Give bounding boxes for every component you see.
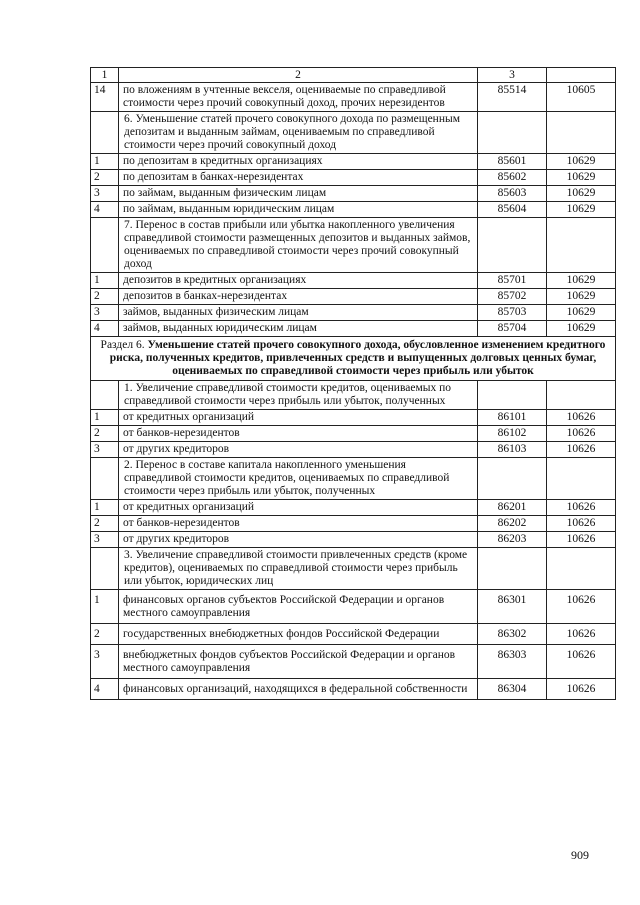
account-code: 86203: [478, 532, 547, 548]
symbol-code: [547, 112, 616, 154]
account-code: 86103: [478, 442, 547, 458]
symbol-code: 10629: [547, 202, 616, 218]
group-heading-row: [91, 112, 616, 154]
row-description: займов, выданных физическим лицам: [119, 305, 478, 321]
header-col-1: 1: [91, 68, 119, 83]
account-code: 86301: [478, 590, 547, 624]
group-title: 7. Перенос в состав прибыли или убытка накопленного увеличения справедливой стоимости размещенных депозитов и выданных займов, оцениваемых по справедливой стоимости через прочий совокупный доход: [119, 218, 478, 273]
account-code: 86202: [478, 516, 547, 532]
accounts-table: [90, 67, 616, 700]
symbol-code: 10626: [547, 532, 616, 548]
table-row: [91, 532, 616, 548]
account-code: [478, 218, 547, 273]
group-heading-row: [91, 548, 616, 590]
row-number: 14: [91, 83, 119, 112]
table-row: [91, 154, 616, 170]
table-row: [91, 273, 616, 289]
table-row: [91, 624, 616, 645]
row-number: 1: [91, 154, 119, 170]
account-code: 86303: [478, 645, 547, 679]
row-description: по вложениям в учтенные векселя, оцениваемые по справедливой стоимости через прочий совокупный доход, прочих нерезидентов: [119, 83, 478, 112]
row-number: [91, 458, 119, 500]
table-row: [91, 500, 616, 516]
row-description: от кредитных организаций: [119, 500, 478, 516]
row-description: внебюджетных фондов субъектов Российской Федерации и органов местного самоуправления: [119, 645, 478, 679]
symbol-code: 10626: [547, 410, 616, 426]
row-description: от других кредиторов: [119, 442, 478, 458]
table-row: [91, 442, 616, 458]
symbol-code: [547, 548, 616, 590]
table-row: [91, 321, 616, 337]
account-code: 85703: [478, 305, 547, 321]
row-number: 3: [91, 645, 119, 679]
table-row: [91, 426, 616, 442]
row-number: 3: [91, 186, 119, 202]
account-code: [478, 381, 547, 410]
row-description: займов, выданных юридическим лицам: [119, 321, 478, 337]
group-heading-row: [91, 458, 616, 500]
section-title: Уменьшение статей прочего совокупного дохода, обусловленное изменением кредитного риска, полученных кредитов, привлеченных средств и выпущенных долговых ценных бумаг, оцениваемых по справедливой стоимости через прибыль или убыток: [109, 339, 606, 377]
row-description: депозитов в банках-нерезидентах: [119, 289, 478, 305]
row-number: 4: [91, 321, 119, 337]
group-heading-row: [91, 381, 616, 410]
row-description: от кредитных организаций: [119, 410, 478, 426]
row-number: 2: [91, 289, 119, 305]
account-code: 86302: [478, 624, 547, 645]
page-number: 909: [571, 848, 589, 862]
symbol-code: 10626: [547, 500, 616, 516]
row-description: по займам, выданным юридическим лицам: [119, 202, 478, 218]
section-heading-row: [91, 337, 616, 381]
account-code: 85514: [478, 83, 547, 112]
account-code: 85704: [478, 321, 547, 337]
symbol-code: 10626: [547, 442, 616, 458]
row-description: по депозитам в банках-нерезидентах: [119, 170, 478, 186]
symbol-code: 10629: [547, 305, 616, 321]
row-number: 2: [91, 170, 119, 186]
account-code: 86102: [478, 426, 547, 442]
table-row: [91, 289, 616, 305]
symbol-code: 10626: [547, 516, 616, 532]
account-code: [478, 548, 547, 590]
symbol-code: 10626: [547, 426, 616, 442]
account-code: 85601: [478, 154, 547, 170]
account-code: 86101: [478, 410, 547, 426]
account-code: 86304: [478, 679, 547, 700]
row-number: 1: [91, 590, 119, 624]
group-title: 1. Увеличение справедливой стоимости кредитов, оцениваемых по справедливой стоимости через прибыль или убыток, полученных: [119, 381, 478, 410]
row-number: 1: [91, 273, 119, 289]
table-row: [91, 679, 616, 700]
table-row: [91, 590, 616, 624]
header-col-3: 3: [478, 68, 547, 83]
row-description: от банков-нерезидентов: [119, 426, 478, 442]
header-col-2: 2: [119, 68, 478, 83]
row-number: 4: [91, 679, 119, 700]
account-code: [478, 112, 547, 154]
group-title: 2. Перенос в составе капитала накопленного уменьшения справедливой стоимости кредитов, оцениваемых по справедливой стоимости через прибыль или убыток, полученных: [119, 458, 478, 500]
symbol-code: 10629: [547, 154, 616, 170]
symbol-code: 10629: [547, 289, 616, 305]
row-description: от других кредиторов: [119, 532, 478, 548]
group-title: 6. Уменьшение статей прочего совокупного дохода по размещенным депозитам и выданным займам, оцениваемым по справедливой стоимости через прочий совокупный доход: [119, 112, 478, 154]
row-number: 3: [91, 532, 119, 548]
symbol-code: 10626: [547, 679, 616, 700]
table-row: [91, 83, 616, 112]
account-code: 85701: [478, 273, 547, 289]
account-code: 85604: [478, 202, 547, 218]
row-number: 4: [91, 202, 119, 218]
account-code: [478, 458, 547, 500]
group-heading-row: [91, 218, 616, 273]
table-row: [91, 202, 616, 218]
table-row: [91, 186, 616, 202]
row-description: государственных внебюджетных фондов Российской Федерации: [119, 624, 478, 645]
table-row: [91, 305, 616, 321]
row-description: по депозитам в кредитных организациях: [119, 154, 478, 170]
row-number: 2: [91, 516, 119, 532]
row-description: по займам, выданным физическим лицам: [119, 186, 478, 202]
account-code: 85603: [478, 186, 547, 202]
row-number: 2: [91, 426, 119, 442]
header-col-4: [547, 68, 616, 83]
row-number: 3: [91, 442, 119, 458]
row-number: 1: [91, 500, 119, 516]
row-number: 2: [91, 624, 119, 645]
row-number: [91, 548, 119, 590]
symbol-code: [547, 218, 616, 273]
account-code: 86201: [478, 500, 547, 516]
symbol-code: 10629: [547, 273, 616, 289]
symbol-code: 10626: [547, 590, 616, 624]
symbol-code: [547, 381, 616, 410]
symbol-code: 10626: [547, 645, 616, 679]
row-description: финансовых органов субъектов Российской Федерации и органов местного самоуправления: [119, 590, 478, 624]
section-label: Раздел 6.: [100, 339, 145, 351]
row-number: [91, 381, 119, 410]
row-description: от банков-нерезидентов: [119, 516, 478, 532]
row-number: 3: [91, 305, 119, 321]
account-code: 85702: [478, 289, 547, 305]
symbol-code: 10629: [547, 321, 616, 337]
table-row: [91, 645, 616, 679]
symbol-code: 10605: [547, 83, 616, 112]
group-title: 3. Увеличение справедливой стоимости привлеченных средств (кроме кредитов), оцениваемых по справедливой стоимости через прибыль или убыток, юридических лиц: [119, 548, 478, 590]
row-number: [91, 218, 119, 273]
account-code: 85602: [478, 170, 547, 186]
row-description: финансовых организаций, находящихся в федеральной собственности: [119, 679, 478, 700]
row-number: 1: [91, 410, 119, 426]
symbol-code: 10629: [547, 186, 616, 202]
table-header-row: [91, 68, 616, 83]
table-row: [91, 516, 616, 532]
symbol-code: 10626: [547, 624, 616, 645]
table-row: [91, 410, 616, 426]
symbol-code: 10629: [547, 170, 616, 186]
row-description: депозитов в кредитных организациях: [119, 273, 478, 289]
table-row: [91, 170, 616, 186]
row-number: [91, 112, 119, 154]
symbol-code: [547, 458, 616, 500]
section-heading: [91, 337, 616, 381]
